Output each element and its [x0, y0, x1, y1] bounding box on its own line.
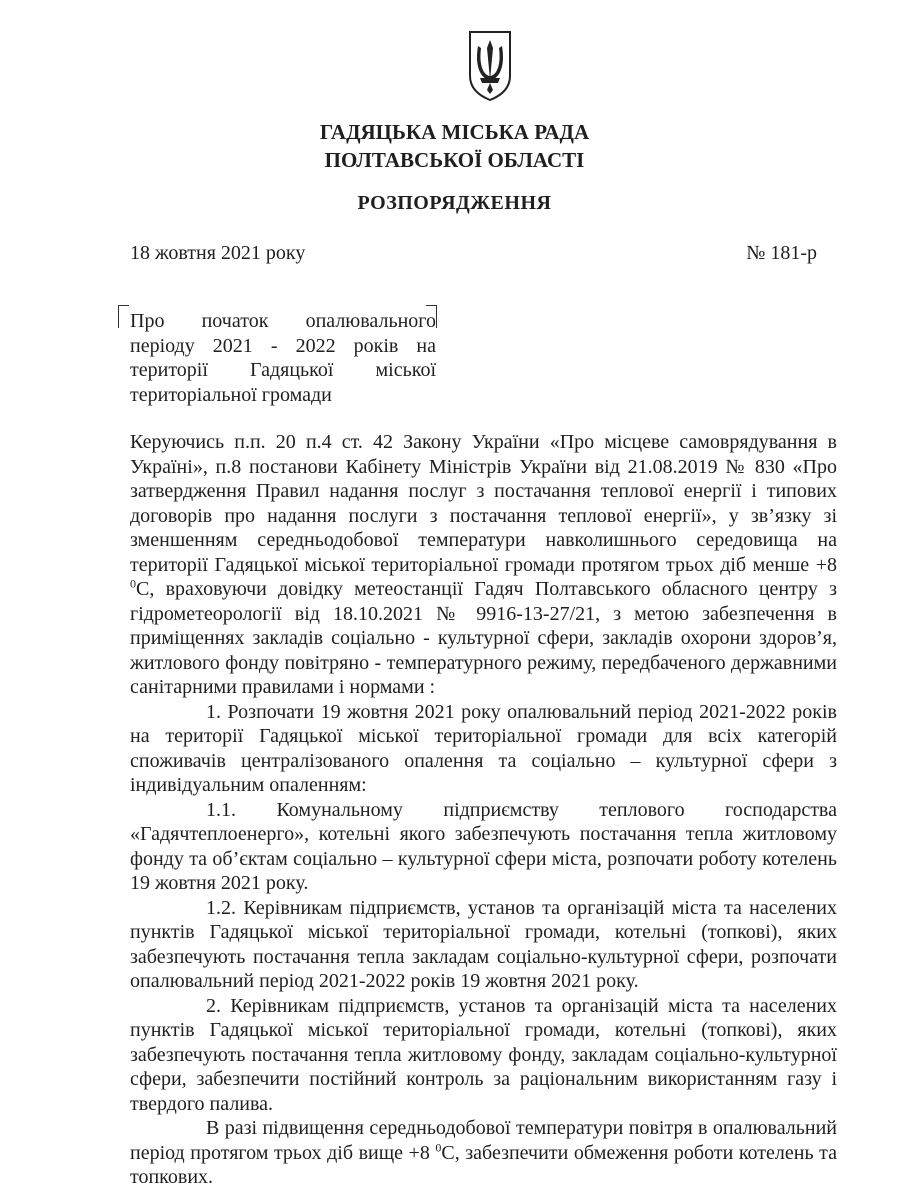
council-name-line1: ГАДЯЦЬКА МІСЬКА РАДА: [319, 120, 590, 144]
subject-bracket-left: [118, 305, 129, 328]
item-1-2-paragraph: 1.2. Керівникам підприємств, установ та організацій міста та населених пунктів Гадяцької міської територіальної громади, котельні (топкові), яких забезпечують постачання тепла закладам соціально-культурної сфери, розпочати опалювальний період 2021-2022 років 19 жовтня 2021 року.: [130, 896, 837, 992]
document-subject: Про початок опалювального періоду 2021 - 2022 років на території Гадяцької міської територіальної громади: [130, 310, 436, 406]
document-number: № 181-р: [746, 242, 817, 264]
council-name-line2: ПОЛТАВСЬКОЇ ОБЛАСТІ: [324, 148, 585, 172]
item-1-paragraph: 1. Розпочати 19 жовтня 2021 року опалювальний період 2021-2022 років на території Гадяцької міської територіальної громади для всіх категорій споживачів централізованого опалення та соціально – культурної сфери з індивідуальним опаленням:: [130, 700, 837, 796]
document-type-title: РОЗПОРЯДЖЕННЯ: [357, 192, 552, 214]
document-body: [130, 430, 837, 1190]
item-1-1-paragraph: 1.1. Комунальному підприємству теплового господарства «Гадячтеплоенерго», котельні якого забезпечують постачання тепла житловому фонду та об’єктам соціально – культурної сфери міста, розпочати роботу котелень 19 жовтня 2021 року.: [130, 798, 837, 894]
preamble-paragraph: Керуючись п.п. 20 п.4 ст. 42 Закону України «Про місцеве самоврядування в Україні», п.8 постанови Кабінету Міністрів України від 21.08.2019 № 830 «Про затвердження Правил надання послуг з постачання теплової енергії і типових договорів про надання послуги з постачання теплової енергії», у зв’язку зі зменшенням середньодобової температури навколишнього середовища на території Гадяцької міської територіальної громади протягом трьох діб менше +8 $^0$С, враховуючи довідку метеостанції Гадяч Полтавського обласного центру з гідрометеорології від 18.10.2021 № 9916-13-27/21, з метою забезпечення в приміщеннях закладів соціально - культурної сфери, закладів охорони здоров’я, житлового фонду повітряно - температурного режиму, передбаченого державними санітарними правилами і нормами :: [130, 431, 837, 698]
trident-coat-of-arms-icon: [468, 30, 512, 102]
document-date: 18 жовтня 2021 року: [130, 242, 306, 264]
item-2-note-paragraph: В разі підвищення середньодобової температури повітря в опалювальний період протягом трьох діб вище +8 $^0$С, забезпечити обмеження роботи котелень та топкових.: [130, 1117, 837, 1188]
council-name: [0, 118, 909, 174]
item-2-paragraph: 2. Керівникам підприємств, установ та організацій міста та населених пунктів Гадяцької міської територіальної громади, котельні (топкові), яких забезпечують постачання тепла житловому фонду, закладам соціально-культурної сфери, забезпечити постійний контроль за раціональним використанням газу і твердого палива.: [130, 994, 837, 1115]
